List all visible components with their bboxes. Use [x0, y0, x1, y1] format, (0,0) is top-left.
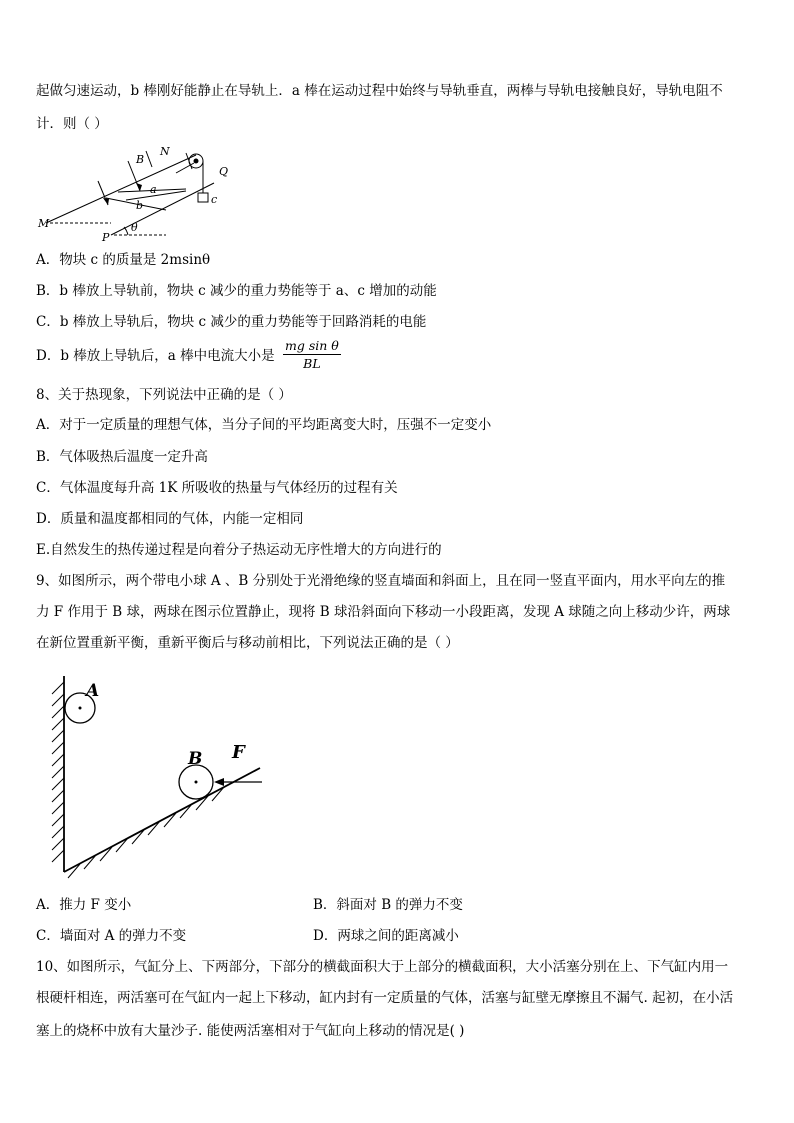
q9-option-d: D．两球之间的距离减小 — [313, 928, 459, 944]
q7-option-d-fraction — [283, 338, 341, 371]
fig7-label-Q: Q — [219, 165, 229, 178]
q9-stem-line-1: 9、如图所示，两个带电小球 A 、B 分别处于光滑绝缘的竖直墙面和斜面上，且在同一竖直平面内，用水平向左的推 — [36, 573, 726, 589]
q9-option-a: A．推力 F 变小 — [36, 897, 132, 913]
q10-stem-line-1: 10、如图所示，气缸分上、下两部分，下部分的横截面积大于上部分的横截面积，大小活塞分别在上、下气缸内用一 — [36, 959, 729, 975]
q9-stem-line-2: 力 F 作用于 B 球，两球在图示位置静止，现将 B 球沿斜面向下移动一小段距离，发现 A 球随之向上移动少许，两球 — [36, 604, 731, 620]
q7-option-b: B．b 棒放上导轨前，物块 c 减少的重力势能等于 a、c 增加的动能 — [36, 283, 437, 299]
q8-option-b: B．气体吸热后温度一定升高 — [36, 449, 208, 465]
q8-option-c: C．气体温度每升高 1K 所吸收的热量与气体经历的过程有关 — [36, 480, 398, 496]
q8-stem: 8、关于热现象，下列说法中正确的是（ ） — [36, 387, 292, 403]
q10-stem-line-2: 根硬杆相连，两活塞可在气缸内一起上下移动，缸内封有一定质量的气体，活塞与缸壁无摩擦且不漏气. 起初，在小活 — [36, 990, 734, 1006]
q7-rail-figure — [36, 143, 246, 243]
fig9-label-F: F — [232, 742, 245, 763]
q9-option-c: C．墙面对 A 的弹力不变 — [36, 928, 187, 944]
q8-option-e: E.自然发生的热传递过程是向着分子热运动无序性增大的方向进行的 — [36, 542, 442, 558]
q8-option-d: D．质量和温度都相同的气体，内能一定相同 — [36, 511, 304, 527]
q8-option-a: A．对于一定质量的理想气体，当分子间的平均距离变大时，压强不一定变小 — [36, 417, 492, 433]
q9-option-b: B．斜面对 B 的弹力不变 — [313, 897, 463, 913]
fig7-label-c: c — [211, 193, 218, 206]
fraction-denominator: BL — [303, 356, 321, 371]
q7-stem-line-2: 计．则（ ） — [36, 116, 108, 132]
fig9-label-A: A — [86, 681, 100, 701]
q9-stem-line-3: 在新位置重新平衡，重新平衡后与移动前相比，下列说法正确的是（ ） — [36, 635, 459, 651]
fig7-label-M: M — [38, 217, 50, 230]
fig7-label-theta: θ — [131, 221, 138, 234]
fig7-label-N: N — [160, 145, 170, 158]
q7-option-a: A．物块 c 的质量是 2msinθ — [36, 252, 211, 268]
q9-wall-slope-figure — [40, 672, 280, 882]
fig7-label-B: B — [136, 153, 145, 166]
fig7-label-P: P — [102, 231, 110, 243]
fraction-numerator: mg sin θ — [285, 338, 339, 353]
q7-option-c: C．b 棒放上导轨后，物块 c 减少的重力势能等于回路消耗的电能 — [36, 314, 427, 330]
fig7-label-b: b — [136, 199, 144, 212]
fig9-label-B: B — [188, 749, 203, 769]
q7-stem-line-1: 起做匀速运动，b 棒刚好能静止在导轨上．a 棒在运动过程中始终与导轨垂直，两棒与导轨电接触良好，导轨电阻不 — [36, 83, 723, 99]
q7-option-d: D．b 棒放上导轨后，a 棒中电流大小是 — [36, 348, 275, 364]
q10-stem-line-3: 塞上的烧杯中放有大量沙子. 能使两活塞相对于气缸向上移动的情况是( ) — [36, 1023, 465, 1039]
fig7-label-a: a — [150, 183, 157, 196]
